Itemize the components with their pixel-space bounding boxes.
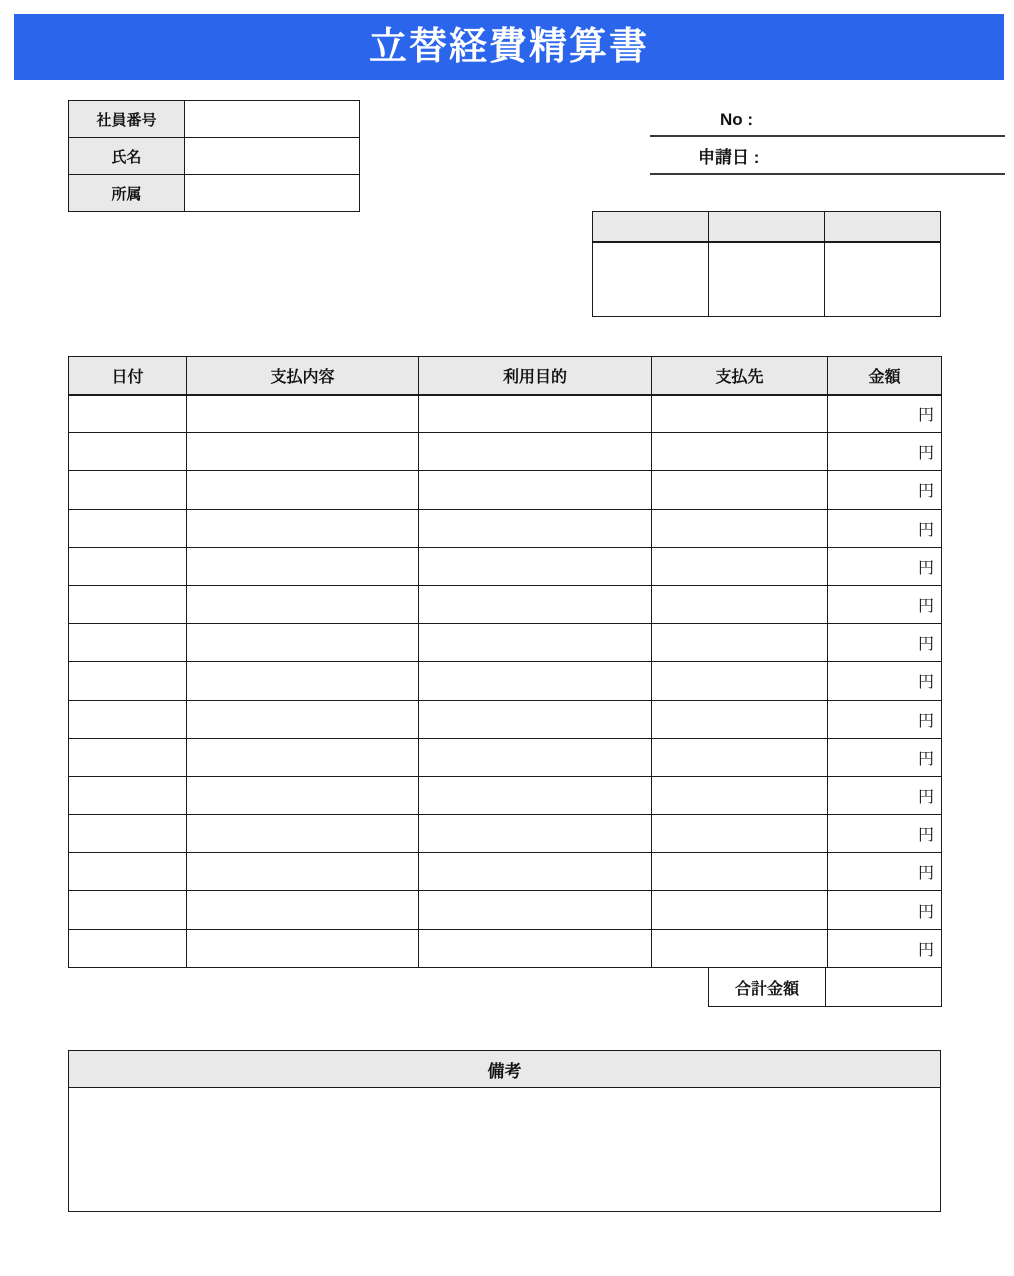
expense-description-cell[interactable] — [187, 662, 419, 700]
expense-purpose-cell[interactable] — [419, 395, 652, 433]
expense-purpose-cell[interactable] — [419, 662, 652, 700]
employee-name-field[interactable] — [185, 138, 360, 175]
currency-label: 円 — [917, 598, 934, 616]
expense-date-cell[interactable] — [69, 662, 187, 700]
expense-amount-cell[interactable] — [828, 662, 942, 700]
expense-purpose-cell[interactable] — [419, 433, 652, 471]
expense-row — [69, 624, 942, 662]
expense-amount-cell[interactable] — [828, 585, 942, 623]
expense-payee-cell[interactable] — [652, 395, 828, 433]
expense-date-cell[interactable] — [69, 776, 187, 814]
expense-table-header-row — [69, 357, 942, 395]
remarks-label: 備考 — [69, 1051, 940, 1088]
expense-description-cell[interactable] — [187, 815, 419, 853]
expense-purpose-cell[interactable] — [419, 853, 652, 891]
expense-amount-cell[interactable] — [828, 547, 942, 585]
description-column-header: 支払内容 — [187, 357, 419, 395]
expense-row — [69, 509, 942, 547]
expense-payee-cell[interactable] — [652, 929, 828, 967]
expense-description-cell[interactable] — [187, 700, 419, 738]
expense-date-cell[interactable] — [69, 929, 187, 967]
application-date-row — [650, 137, 1005, 175]
remarks-field[interactable] — [69, 1088, 940, 1211]
expense-date-cell[interactable] — [69, 509, 187, 547]
expense-description-cell[interactable] — [187, 433, 419, 471]
expense-row — [69, 929, 942, 967]
currency-label: 円 — [917, 445, 934, 463]
currency-label: 円 — [917, 865, 934, 883]
expense-description-cell[interactable] — [187, 929, 419, 967]
expense-description-cell[interactable] — [187, 547, 419, 585]
currency-label: 円 — [917, 559, 934, 577]
expense-amount-cell[interactable] — [828, 891, 942, 929]
currency-label: 円 — [917, 827, 934, 845]
expense-date-cell[interactable] — [69, 700, 187, 738]
approval-stamp-box[interactable] — [709, 242, 825, 317]
approval-stamp-header-cell — [825, 212, 941, 242]
currency-label: 円 — [917, 483, 934, 501]
total-amount-field[interactable] — [826, 968, 942, 1007]
expense-date-cell[interactable] — [69, 471, 187, 509]
total-amount-label: 合計金額 — [709, 968, 826, 1007]
approval-stamp-body-row — [593, 242, 941, 317]
approval-stamp-header-row — [593, 212, 941, 242]
expense-amount-cell[interactable] — [828, 853, 942, 891]
expense-purpose-cell[interactable] — [419, 509, 652, 547]
expense-date-cell[interactable] — [69, 815, 187, 853]
expense-payee-cell[interactable] — [652, 662, 828, 700]
expense-description-cell[interactable] — [187, 471, 419, 509]
employee-number-row — [69, 101, 360, 138]
currency-label: 円 — [917, 674, 934, 692]
date-column-header: 日付 — [69, 357, 187, 395]
expense-amount-cell[interactable] — [828, 929, 942, 967]
document-no-row — [650, 99, 1005, 137]
expense-payee-cell[interactable] — [652, 624, 828, 662]
remarks-section — [68, 1050, 941, 1212]
expense-purpose-cell[interactable] — [419, 738, 652, 776]
expense-date-cell[interactable] — [69, 585, 187, 623]
expense-purpose-cell[interactable] — [419, 700, 652, 738]
currency-label: 円 — [917, 788, 934, 806]
document-meta-fields — [650, 99, 1005, 175]
expense-purpose-cell[interactable] — [419, 929, 652, 967]
expense-date-cell[interactable] — [69, 547, 187, 585]
currency-label: 円 — [917, 941, 934, 959]
employee-name-row — [69, 138, 360, 175]
employee-department-field[interactable] — [185, 175, 360, 212]
expense-amount-cell[interactable] — [828, 700, 942, 738]
expense-row — [69, 547, 942, 585]
currency-label: 円 — [917, 903, 934, 921]
expense-purpose-cell[interactable] — [419, 471, 652, 509]
expense-description-cell[interactable] — [187, 624, 419, 662]
currency-label: 円 — [917, 750, 934, 768]
expense-table — [68, 356, 942, 968]
employee-number-label: 社員番号 — [69, 101, 185, 138]
approval-stamp-header-cell — [709, 212, 825, 242]
currency-label: 円 — [917, 712, 934, 730]
expense-row — [69, 738, 942, 776]
expense-date-cell[interactable] — [69, 738, 187, 776]
expense-row — [69, 891, 942, 929]
amount-column-header: 金額 — [828, 357, 942, 395]
employee-department-row — [69, 175, 360, 212]
employee-number-field[interactable] — [185, 101, 360, 138]
expense-description-cell[interactable] — [187, 395, 419, 433]
expense-amount-cell[interactable] — [828, 509, 942, 547]
expense-description-cell[interactable] — [187, 738, 419, 776]
expense-table-body — [69, 395, 942, 968]
total-amount-row — [708, 967, 942, 1007]
approval-stamp-table — [592, 211, 941, 317]
expense-row — [69, 700, 942, 738]
expense-payee-cell[interactable] — [652, 585, 828, 623]
expense-description-cell[interactable] — [187, 585, 419, 623]
expense-payee-cell[interactable] — [652, 700, 828, 738]
expense-description-cell[interactable] — [187, 509, 419, 547]
currency-label: 円 — [917, 636, 934, 654]
employee-info-table — [68, 100, 360, 212]
expense-payee-cell[interactable] — [652, 509, 828, 547]
payee-column-header: 支払先 — [652, 357, 828, 395]
expense-description-cell[interactable] — [187, 853, 419, 891]
expense-amount-cell[interactable] — [828, 433, 942, 471]
expense-amount-cell[interactable] — [828, 471, 942, 509]
purpose-column-header: 利用目的 — [419, 357, 652, 395]
expense-payee-cell[interactable] — [652, 776, 828, 814]
currency-label: 円 — [917, 521, 934, 539]
expense-row — [69, 585, 942, 623]
expense-date-cell[interactable] — [69, 891, 187, 929]
expense-payee-cell[interactable] — [652, 815, 828, 853]
expense-row — [69, 815, 942, 853]
expense-purpose-cell[interactable] — [419, 624, 652, 662]
expense-description-cell[interactable] — [187, 891, 419, 929]
expense-row — [69, 776, 942, 814]
expense-purpose-cell[interactable] — [419, 776, 652, 814]
approval-stamp-box[interactable] — [825, 242, 941, 317]
expense-date-cell[interactable] — [69, 853, 187, 891]
expense-payee-cell[interactable] — [652, 471, 828, 509]
expense-payee-cell[interactable] — [652, 853, 828, 891]
title-bar — [14, 14, 1004, 80]
expense-payee-cell[interactable] — [652, 433, 828, 471]
approval-stamp-header-cell — [593, 212, 709, 242]
expense-payee-cell[interactable] — [652, 738, 828, 776]
expense-row — [69, 433, 942, 471]
expense-amount-cell[interactable] — [828, 624, 942, 662]
approval-stamp-box[interactable] — [593, 242, 709, 317]
expense-purpose-cell[interactable] — [419, 585, 652, 623]
expense-payee-cell[interactable] — [652, 891, 828, 929]
expense-amount-cell[interactable] — [828, 395, 942, 433]
expense-row — [69, 853, 942, 891]
expense-purpose-cell[interactable] — [419, 891, 652, 929]
employee-name-label: 氏名 — [69, 138, 185, 175]
application-date-label: 申請日 : — [698, 148, 760, 167]
expense-purpose-cell[interactable] — [419, 815, 652, 853]
employee-department-label: 所属 — [69, 175, 185, 212]
expense-date-cell[interactable] — [69, 433, 187, 471]
form-title: 立替経費精算書 — [368, 26, 649, 68]
expense-payee-cell[interactable] — [652, 547, 828, 585]
expense-row — [69, 471, 942, 509]
expense-purpose-cell[interactable] — [419, 547, 652, 585]
expense-date-cell[interactable] — [69, 624, 187, 662]
expense-date-cell[interactable] — [69, 395, 187, 433]
currency-label: 円 — [917, 407, 934, 425]
document-no-label: No : — [720, 110, 754, 129]
expense-amount-cell[interactable] — [828, 776, 942, 814]
expense-row — [69, 662, 942, 700]
expense-description-cell[interactable] — [187, 776, 419, 814]
expense-amount-cell[interactable] — [828, 815, 942, 853]
expense-row — [69, 395, 942, 433]
expense-amount-cell[interactable] — [828, 738, 942, 776]
